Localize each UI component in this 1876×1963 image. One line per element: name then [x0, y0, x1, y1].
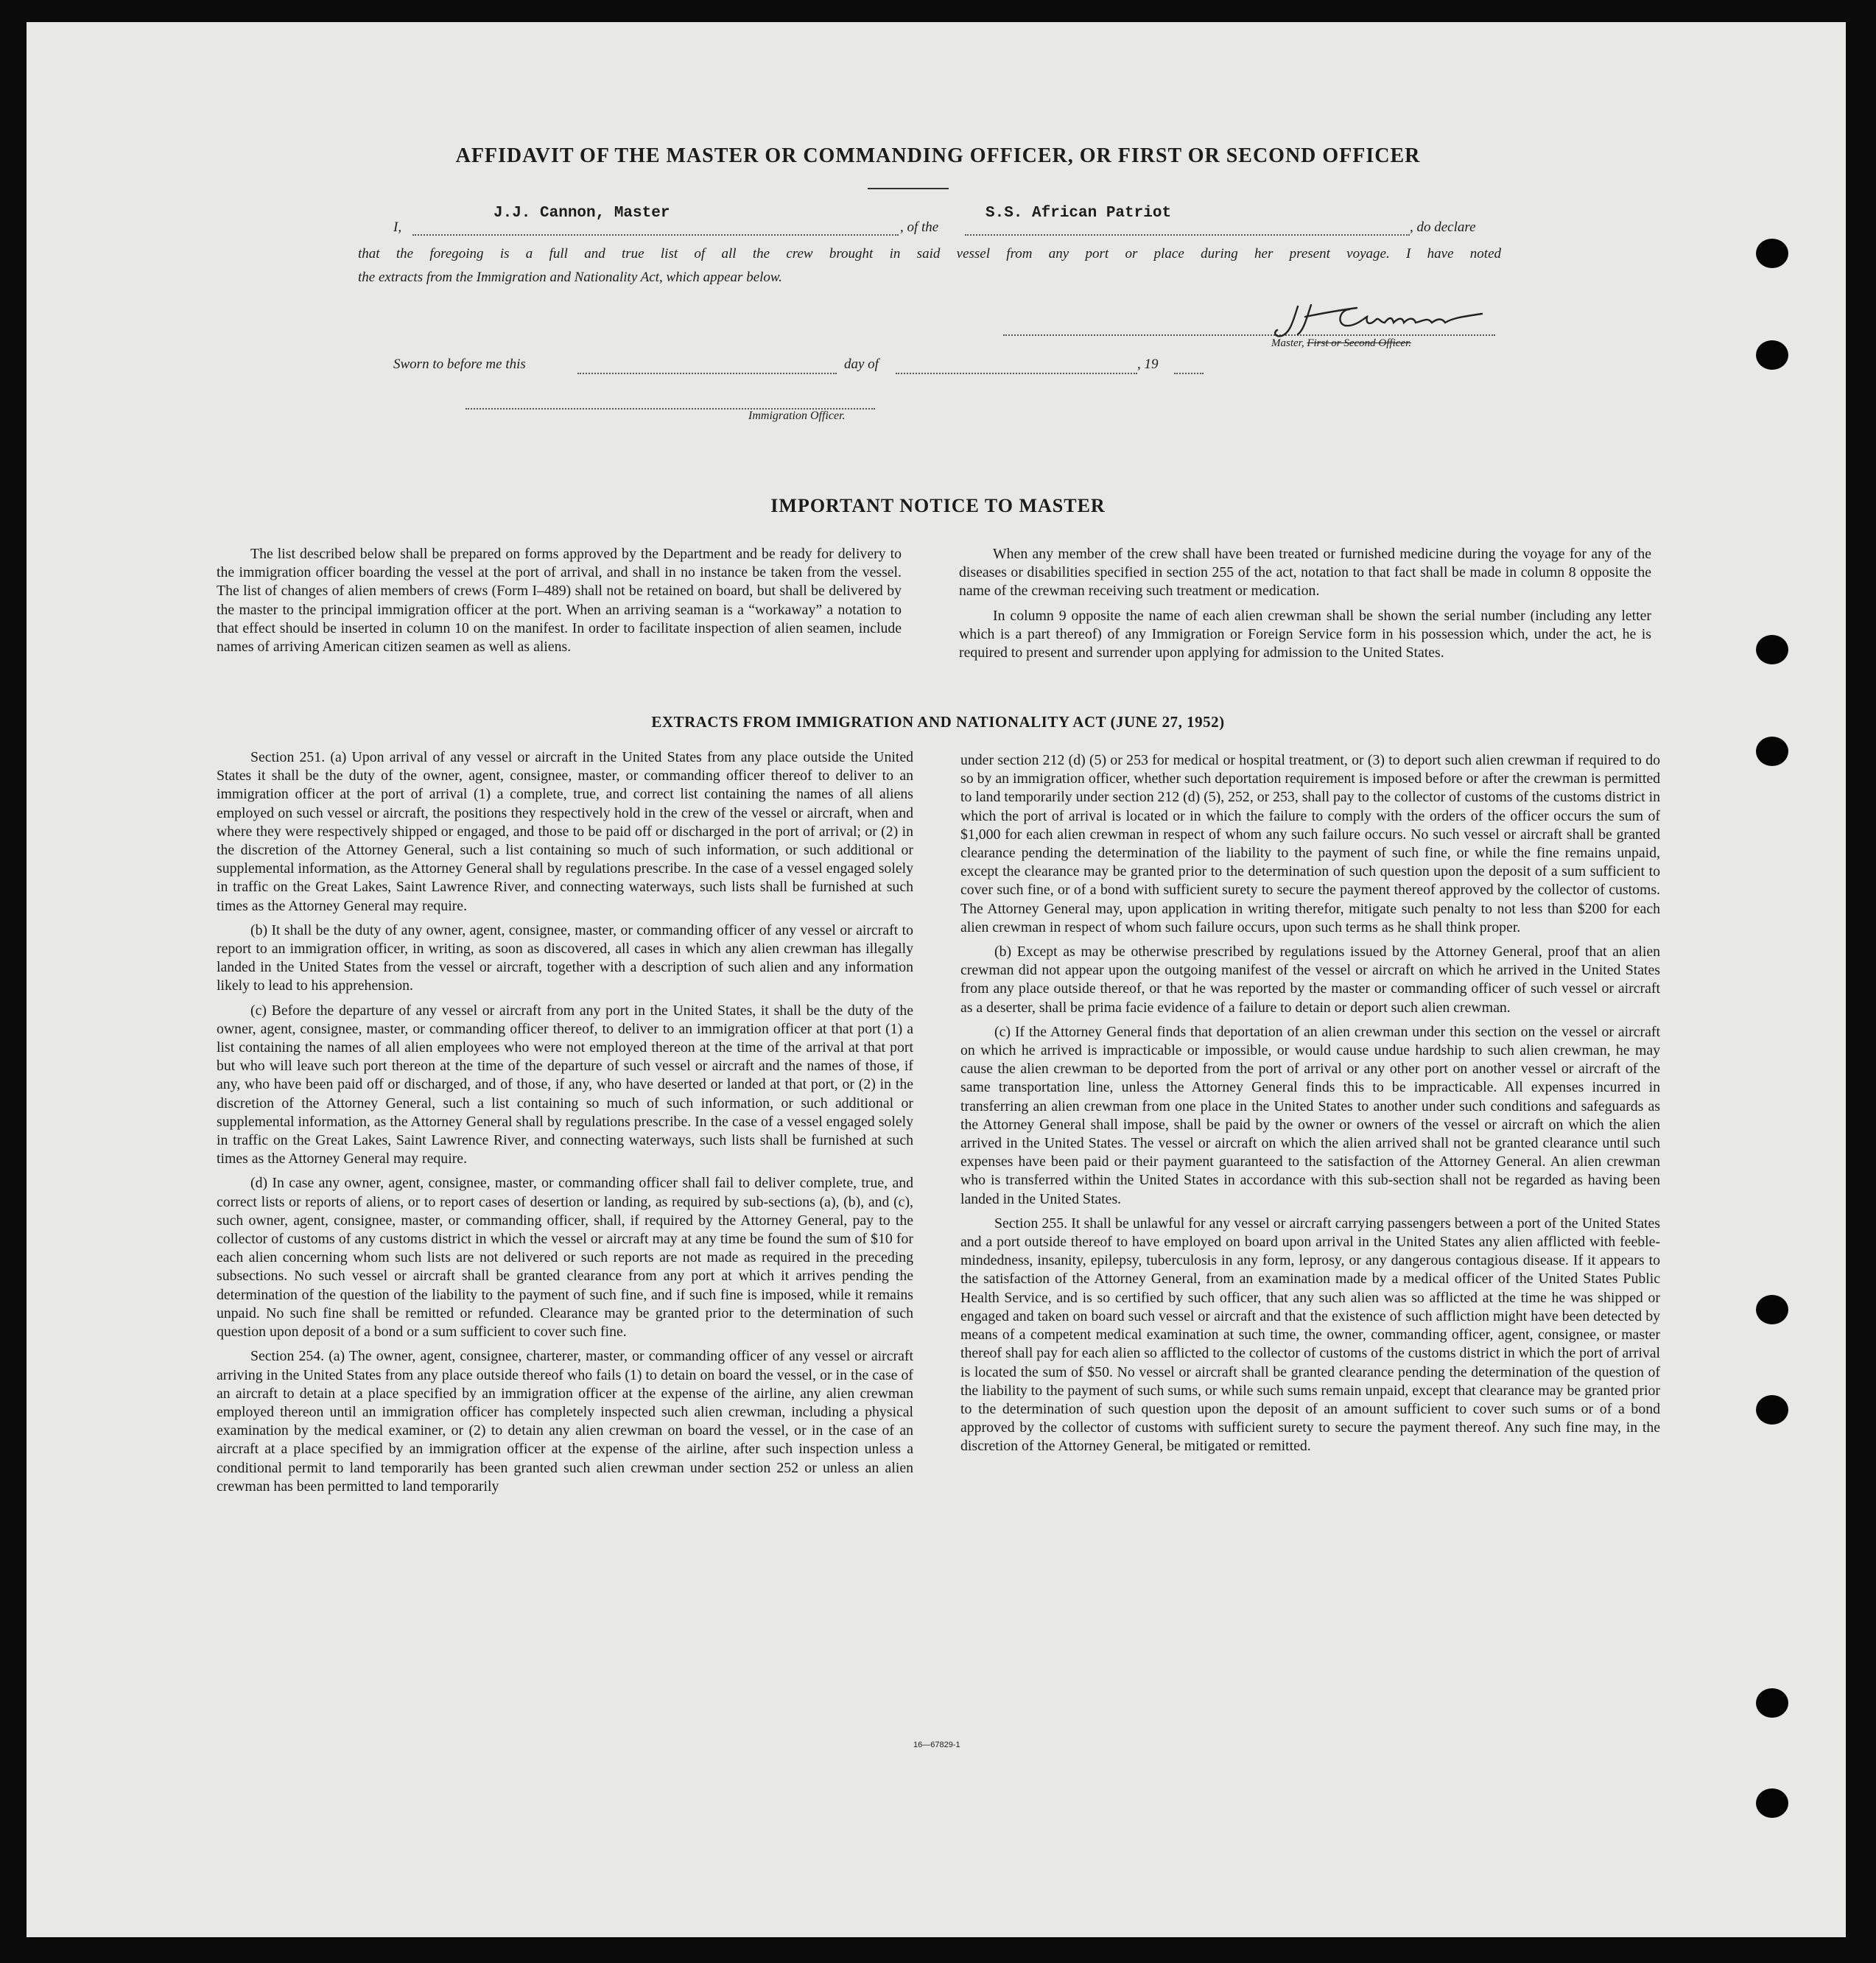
extracts-left-column — [217, 748, 913, 1502]
extracts-right-column — [960, 751, 1660, 1462]
signature-caption-master: Master, — [1271, 337, 1307, 349]
notice-title: IMPORTANT NOTICE TO MASTER — [770, 495, 1106, 516]
extract-paragraph: (c) Before the departure of any vessel or aircraft from any port in the United States, it shall be the duty of the owner, agent, consignee, master, or commanding officer thereof, to deliver to an immigration officer at that port (1) a list containing the names of all alien employees who were not employed thereon at the time of the arrival at that port but who will leave such port thereon at the time of the departure of such vessel or aircraft and the names of those, if any, who have been paid off or discharged, and of those, if any, who have deserted or landed at that port, or (2) in the discretion of the Attorney General, such a list containing so much of such information, or such additional or supplemental information, as the Attorney General shall by regulations prescribe. In the case of a vessel engaged solely in traffic on the Great Lakes, Saint Lawrence River, and connecting waterways, such lists shall be furnished at such times as the Attorney General may require. — [217, 1002, 913, 1167]
extract-paragraph: (b) Except as may be otherwise prescribed by regulations issued by the Attorney General, proof that an alien crewman did not appear upon the outgoing manifest of the vessel or aircraft on which he arrived in the United States from any place outside thereof, or that he was reported by the master or commanding officer of such vessel or aircraft as a deserter, shall be prima facie evidence of a failure to detain or deport such alien crewman. — [960, 944, 1660, 1016]
punch-hole — [1756, 1295, 1788, 1324]
extract-paragraph: (b) It shall be the duty of any owner, agent, consignee, master, or commanding officer of any vessel or aircraft to report to an immigration officer, in writing, as soon as discovered, all cases in which any alien crewman has illegally landed in the United States from the vessel or aircraft, together with a description of such alien and any information likely to lead to his apprehension. — [217, 921, 913, 994]
signature-caption — [1271, 337, 1411, 350]
affidavit-statement-line-1: that the foregoing is a full and true list of all the crew brought in said vessel from any port or place during her present voyage. I have noted — [358, 246, 1501, 261]
punch-hole — [1756, 239, 1788, 268]
sworn-label: Sworn to before me this — [393, 357, 526, 372]
punch-hole — [1756, 340, 1788, 370]
officer-caption: Immigration Officer. — [748, 410, 846, 422]
punch-hole — [1756, 737, 1788, 766]
signature-caption-struck: First or Second Officer. — [1307, 337, 1411, 349]
title-divider — [868, 188, 949, 189]
do-declare-label: , do declare — [1410, 220, 1476, 235]
punch-hole — [1756, 1788, 1788, 1818]
notice-right-paragraph: In column 9 opposite the name of each alien crewman shall be shown the serial number (including any letter which is a part thereof) of any Immigration or Foreign Service form in his possession which, under the act, he is required to present and surrender upon applying for admission to the United States. — [959, 607, 1651, 661]
declarant-prefix: I, — [393, 220, 402, 235]
notice-left-column — [217, 545, 902, 662]
affidavit-title: AFFIDAVIT OF THE MASTER OR COMMANDING OFFICER, OR FIRST OR SECOND OFFICER — [455, 144, 1421, 167]
handwritten-signature — [1268, 301, 1489, 339]
extracts-title: EXTRACTS FROM IMMIGRATION AND NATIONALITY ACT (JUNE 27, 1952) — [651, 713, 1225, 731]
vessel-line — [965, 233, 1410, 236]
sworn-year-line — [1174, 371, 1204, 374]
notice-left-paragraph: The list described below shall be prepared on forms approved by the Department and be ready for delivery to the immigration officer boarding the vessel at the port of arrival, and shall in no instance be taken from the vessel. The list of changes of alien members of crews (Form I–489) shall not be retained on board, but shall be delivered by the master to the principal immigration officer at the port. When an arriving seaman is a “workaway” a notation to that effect should be inserted in column 10 on the manifest. In order to facilitate inspection of alien seamen, include names of arriving American citizen seamen as well as aliens. — [217, 546, 902, 656]
notice-right-column — [959, 545, 1651, 668]
extract-paragraph: (c) If the Attorney General finds that deportation of an alien crewman under this section on the vessel or aircraft on which he arrived is impracticable or impossible, or would cause undue hardship to such alien crewman, he may cause the alien crewman to be deported from the port of arrival or any other port on another vessel or aircraft of the same transportation line, unless the Attorney General finds this to be impracticable. All expenses incurred in transferring an alien crewman from one place in the United States to another under such conditions and safeguards as the Attorney General shall impose, shall be paid by the owner or owners of the vessel or aircraft on which the alien arrived in the United States. The vessel or aircraft on which the alien arrived shall not be granted clearance until such expenses have been paid or their payment guaranteed to the satisfaction of the Attorney General. An alien crewman who is transferred within the United States in accordance with this sub-section shall not be regarded as having been landed in the United States. — [960, 1023, 1660, 1207]
of-the-label: , of the — [900, 220, 939, 235]
extract-paragraph: Section 251. (a) Upon arrival of any vessel or aircraft in the United States from any place outside the United States it shall be the duty of the owner, agent, consignee, master, or commanding officer thereof to deliver to an immigration officer at the port of arrival (1) a complete, true, and correct list containing the names of all aliens employed on such vessel or aircraft, the positions they respectively hold in the crew of the vessel or aircraft, when and where they were respectively shipped or engaged, and those to be paid off or discharged in the port of arrival; or (2) in the discretion of the Attorney General, such a list containing so much of such information, or such additional or supplemental information, as the Attorney General shall by regulations prescribe. In the case of a vessel engaged solely in traffic on the Great Lakes, Saint Lawrence River, and connecting waterways, such lists shall be furnished at such times as the Attorney General may require. — [217, 749, 913, 914]
form-code: 16—67829-1 — [913, 1741, 960, 1749]
affidavit-statement-line-2: the extracts from the Immigration and Nationality Act, which appear below. — [358, 270, 782, 285]
punch-hole — [1756, 1395, 1788, 1425]
day-of-label: day of — [844, 357, 879, 372]
vessel-name: S.S. African Patriot — [986, 205, 1172, 222]
declarant-name: J.J. Cannon, Master — [493, 205, 670, 222]
notice-right-paragraph: When any member of the crew shall have been treated or furnished medicine during the voyage for any of the diseases or disabilities specified in section 255 of the act, notation to that fact shall be made in column 8 opposite the name of the crewman receiving such treatment or medication. — [959, 546, 1651, 600]
punch-hole — [1756, 1688, 1788, 1718]
punch-hole — [1756, 635, 1788, 664]
extract-paragraph: Section 255. It shall be unlawful for any vessel or aircraft carrying passengers between a port of the United States and a port outside thereof to have employed on board upon arrival in the United States any alien afflicted with feeble-mindedness, insanity, epilepsy, tuberculosis in any form, leprosy, or any dangerous contagious disease. If it appears to the satisfaction of the Attorney General, from an examination made by a medical officer of the United States Public Health Service, and is so certified by such officer, that any such alien was so afflicted at the time he was shipped or engaged and taken on board such vessel or aircraft and that the existence of such affliction might have been detected by means of a competent medical examination at such time, the owner, commanding officer, agent, consignee, or master thereof shall pay for each alien so afflicted to the collector of customs of the customs district in which the port of arrival is located the sum of $50. No vessel or aircraft shall be granted clearance pending the determination of the question of the liability to the payment of such sums, or while such sums remain unpaid, except that clearance may be granted prior to the determination of such question upon the deposit of an amount sufficient to cover such sums or of a bond approved by the collector of customs with sufficient surety to secure the payment thereof. Any such fine may, in the discretion of the Attorney General, be mitigated or remitted. — [960, 1215, 1660, 1455]
extract-paragraph: (d) In case any owner, agent, consignee, master, or commanding officer shall fail to deliver complete, true, and correct lists or reports of aliens, or to report cases of desertion or landing, as required by sub-sections (a), (b), and (c), such owner, agent, consignee, master, or commanding officer, shall, if required by the Attorney General, pay to the collector of customs of any customs district in which the vessel or aircraft may at any time be found the sum of $10 for each alien concerning whom such lists are not delivered or such reports are not made as required in the preceding subsections. No such vessel or aircraft shall be granted clearance from any port at which it arrives pending the determination of the question of the liability to the payment of such fine, and if such fine is imposed, while it remains unpaid. No such fine shall be remitted or refunded. Clearance may be granted prior to the determination of such question upon deposit of a bond or a sum sufficient to cover such fine. — [217, 1175, 913, 1341]
sworn-month-line — [896, 371, 1137, 374]
year-label: , 19 — [1137, 357, 1159, 372]
extract-paragraph: under section 212 (d) (5) or 253 for medical or hospital treatment, or (3) to deport such alien crewman if required to do so by an immigration officer, whether such deportation requirement is imposed before or after the crewman is permitted to land temporarily under section 212 (d) (5), 252, or 253, shall pay to the collector of customs of the customs district in which the port of arrival is located or in which the failure to comply with the orders of the officer occurs the sum of $1,000 for each alien crewman in respect of whom any such failure occurs. No such vessel or aircraft shall be granted clearance pending the determination of the liability to the payment of such fine, or while the fine remains unpaid, except the clearance may be granted prior to the determination of such question upon the deposit of a sum sufficient to cover such fine, or of a bond with sufficient surety to secure the payment thereof approved by the collector of customs. The Attorney General may, upon application in writing therefor, mitigate such penalty to not less than $200 for each alien crewman in respect of whom such failure occurs, upon such terms as he shall think proper. — [960, 752, 1660, 935]
declarant-line — [412, 233, 899, 236]
extract-paragraph: Section 254. (a) The owner, agent, consignee, charterer, master, or commanding officer of any vessel or aircraft arriving in the United States from any place outside thereof who fails (1) to detain on board the vessel, or in the case of an aircraft to detain at a place specified by an immigration officer at the expense of the airline, any alien crewman employed thereon until an immigration officer has completely inspected such alien crewman, including a physical examination by the medical examiner, or (2) to detain any alien crewman on board the vessel, or in the case of an aircraft at a place specified by an immigration officer at the expense of the airline, after such inspection unless a conditional permit to land temporarily has been granted such alien crewman under section 252 or unless an alien crewman has been permitted to land temporarily — [217, 1348, 913, 1495]
sworn-day-line — [577, 371, 837, 374]
